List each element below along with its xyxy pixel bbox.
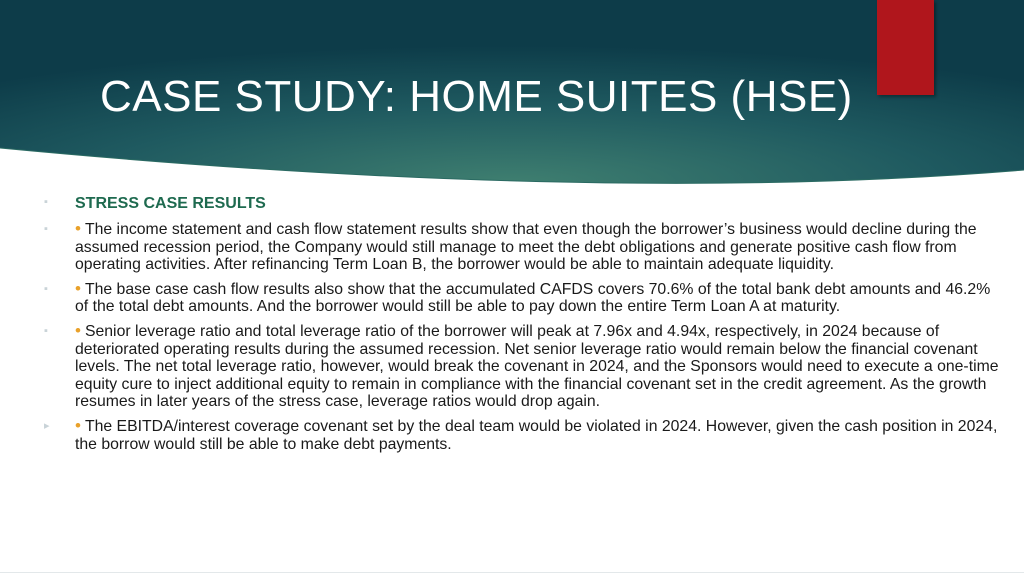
footer-divider: [0, 572, 1024, 573]
list-marker-icon: ▪: [44, 324, 48, 337]
paragraph-text: The base case cash flow results also show that the accumulated CAFDS covers 70.6% of the total bank debt amounts and 46.2% of the total debt amounts. And the borrower would still be able to pay down the entire Term Loan A at maturity.: [75, 280, 991, 316]
slide-title: CASE STUDY: HOME SUITES (HSE): [100, 72, 853, 121]
paragraph-1: [75, 220, 999, 274]
bullet-icon: •: [75, 278, 81, 298]
accent-tab: [877, 0, 934, 95]
list-item: [44, 322, 999, 411]
list-marker-icon: ▪: [44, 223, 48, 235]
paragraph-2: [75, 280, 999, 316]
list-marker-icon: ▪: [44, 282, 48, 295]
slide-body: [44, 192, 999, 459]
list-marker-icon: ▪: [44, 196, 48, 208]
heading-row: [44, 193, 999, 214]
paragraph-3: [75, 322, 999, 411]
paragraph-text: The income statement and cash flow statement results show that even though the borrower’s business would decline during the assumed recession period, the Company would still manage to meet the debt obligations and generate positive cash flow from operating activities. After refinancing Term Loan B, the borrower would be able to maintain adequate liquidity.: [75, 221, 977, 274]
list-item: [44, 417, 999, 453]
list-item: [44, 220, 999, 274]
section-heading: STRESS CASE RESULTS: [75, 195, 266, 212]
title-banner: [0, 0, 1024, 200]
paragraph-text: The EBITDA/interest coverage covenant set by the deal team would be violated in 2024. However, given the cash position in 2024, the borrow would still be able to make debt payments.: [75, 417, 998, 453]
list-item: [44, 280, 999, 316]
paragraph-4: [75, 417, 999, 453]
bullet-icon: •: [75, 415, 81, 435]
bullet-icon: •: [75, 320, 81, 340]
paragraph-text: Senior leverage ratio and total leverage ratio of the borrower will peak at 7.96x and 4.94x, respectively, in 2024 because of deteriorated operating results during the assumed recession. Net senior leverage ratio would remain below the financial covenant levels. The net total leverage ratio, however, would break the covenant in 2024, and the Sponsors would need to execute a one-time equity cure to inject additional equity to remain in compliance with the financial covenant set in the credit agreement. As the growth resumes in later years of the stress case, leverage ratios would drop again.: [75, 322, 999, 411]
list-marker-icon: ▸: [44, 419, 50, 432]
bullet-icon: •: [75, 219, 81, 238]
